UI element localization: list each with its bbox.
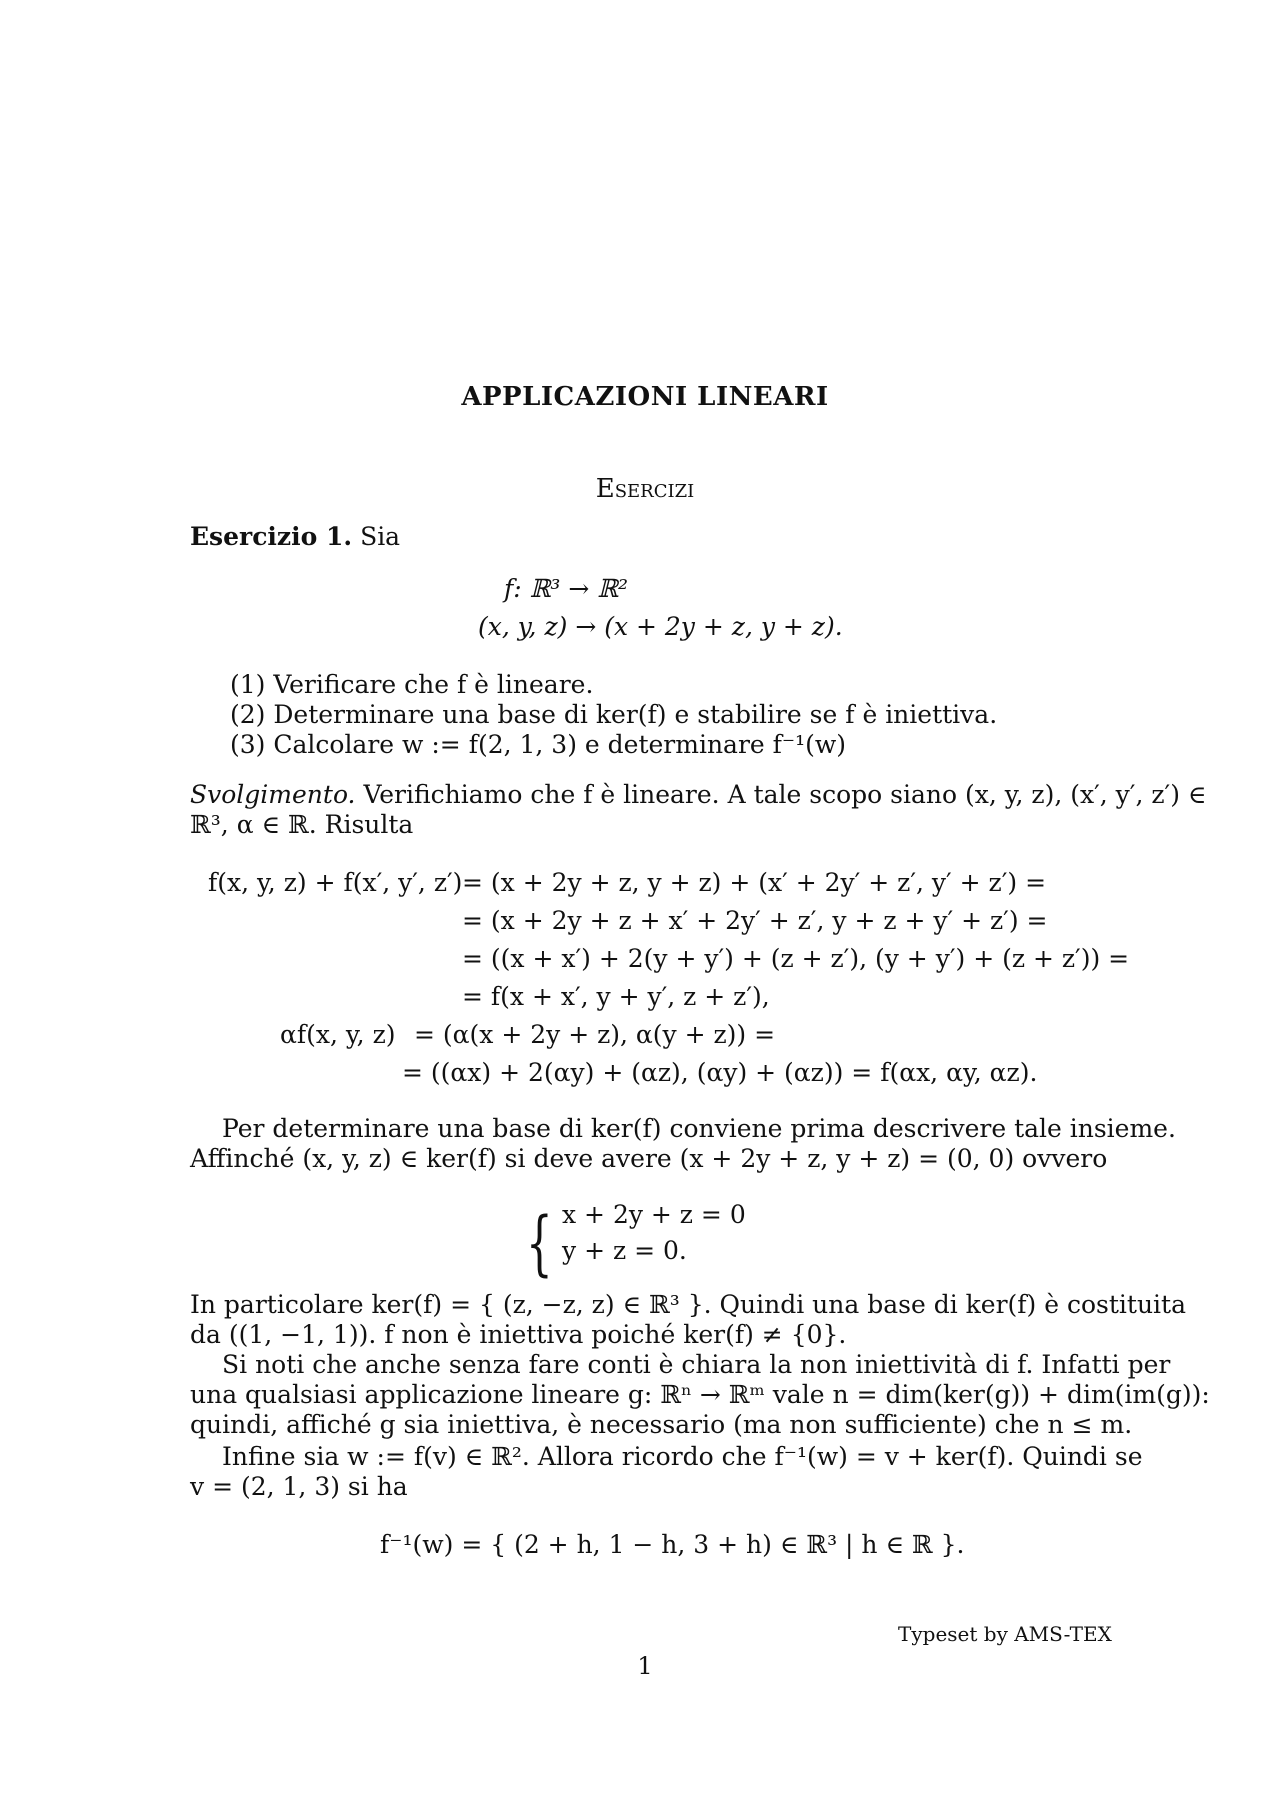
page-title: APPLICAZIONI LINEARI [461, 382, 829, 412]
paragraph-5-line-2: v = (2, 1, 3) si ha [190, 1472, 408, 1501]
paragraph-5-line-1: Infine sia w := f(v) ∈ ℝ². Allora ricordo che f⁻¹(w) = v + ker(f). Quindi se [222, 1442, 1143, 1471]
paragraph-4-line-2: una qualsiasi applicazione lineare g: ℝⁿ → ℝᵐ vale n = dim(ker(g)) + dim(im(g)): [190, 1380, 1210, 1409]
equation-row-4: = f(x + x′, y + y′, z + z′), [462, 982, 770, 1011]
equation-row-3: = ((x + x′) + 2(y + y′) + (z + z′), (y + y′) + (z + z′)) = [462, 944, 1130, 973]
solution-paragraph-1 [190, 780, 1206, 809]
solution-label: Svolgimento. [190, 780, 356, 809]
paragraph-3-line-2: da ((1, −1, 1)). f non è iniettiva poiché ker(f) ≠ {0}. [190, 1320, 847, 1349]
exercise-item-2: (2) Determinare una base di ker(f) e stabilire se f è iniettiva. [230, 700, 998, 729]
system-line-2: y + z = 0. [562, 1236, 687, 1265]
map-definition-line-1: f: ℝ³ → ℝ² [504, 574, 629, 603]
paragraph-3-line-1: In particolare ker(f) = { (z, −z, z) ∈ ℝ³ }. Quindi una base di ker(f) è costituita [190, 1290, 1186, 1319]
final-equation: f⁻¹(w) = { (2 + h, 1 − h, 3 + h) ∈ ℝ³ | h ∈ ℝ }. [380, 1530, 965, 1559]
page-number: 1 [637, 1652, 653, 1680]
paragraph-4-line-3: quindi, affiché g sia iniettiva, è necessario (ma non sufficiente) che n ≤ m. [190, 1410, 1133, 1439]
paragraph-2-line-1: Per determinare una base di ker(f) conviene prima descrivere tale insieme. [222, 1114, 1176, 1143]
section-subtitle: Esercizi [595, 474, 695, 504]
equation-lhs-scalar: αf(x, y, z) [280, 1020, 396, 1049]
solution-paragraph-1-line-2: ℝ³, α ∈ ℝ. Risulta [190, 810, 414, 839]
paragraph-2-line-2: Affinché (x, y, z) ∈ ker(f) si deve avere (x + 2y + z, y + z) = (0, 0) ovvero [190, 1144, 1108, 1173]
equation-row-1: = (x + 2y + z, y + z) + (x′ + 2y′ + z′, y′ + z′) = [462, 868, 1047, 897]
solution-text: Verifichiamo che f è lineare. A tale scopo siano (x, y, z), (x′, y′, z′) ∈ [363, 780, 1207, 809]
equation-lhs-sum: f(x, y, z) + f(x′, y′, z′) [208, 868, 463, 897]
system-brace: { [526, 1202, 553, 1284]
equation-row-6: = ((αx) + 2(αy) + (αz), (αy) + (αz)) = f(αx, αy, αz). [402, 1058, 1038, 1087]
system-line-1: x + 2y + z = 0 [562, 1200, 746, 1229]
typeset-note: Typeset by AMS-TEX [898, 1622, 1112, 1646]
equation-row-5: = (α(x + 2y + z), α(y + z)) = [414, 1020, 776, 1049]
paragraph-4-line-1: Si noti che anche senza fare conti è chiara la non iniettività di f. Infatti per [222, 1350, 1171, 1379]
exercise-item-3: (3) Calcolare w := f(2, 1, 3) e determinare f⁻¹(w) [230, 730, 847, 759]
exercise-intro: Sia [360, 522, 401, 551]
equation-row-2: = (x + 2y + z + x′ + 2y′ + z′, y + z + y′ + z′) = [462, 906, 1048, 935]
map-definition-line-2: (x, y, z) → (x + 2y + z, y + z). [478, 612, 843, 641]
exercise-heading [190, 522, 400, 551]
exercise-item-1: (1) Verificare che f è lineare. [230, 670, 594, 699]
exercise-label: Esercizio 1. [190, 522, 353, 551]
